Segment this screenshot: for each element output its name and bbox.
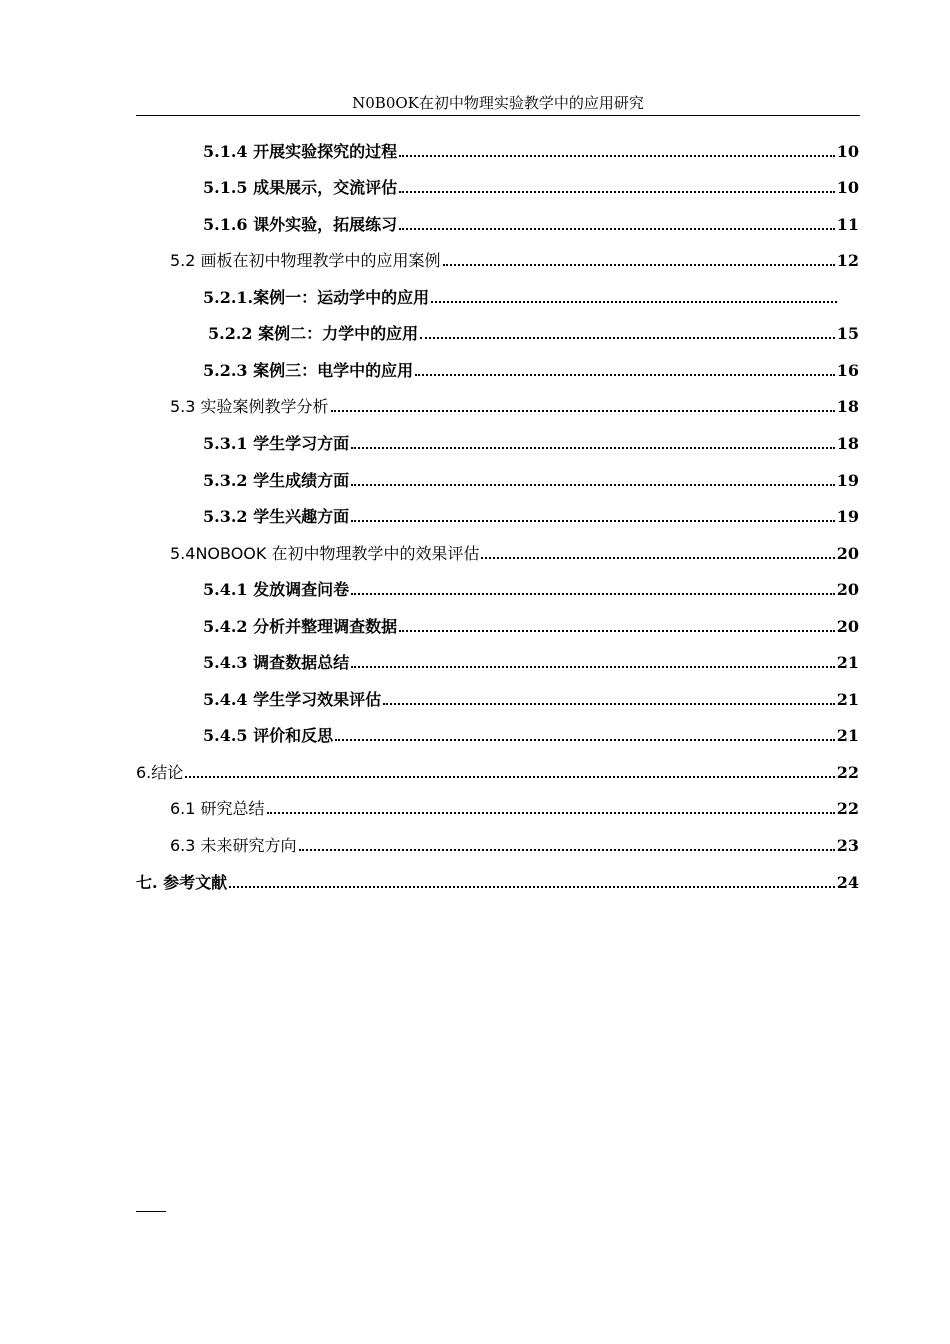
dot-leader — [399, 630, 835, 632]
toc-entry-label: 5.2.3 案例三：电学中的应用 — [203, 361, 414, 380]
toc-entry[interactable] — [208, 320, 859, 344]
toc-entry[interactable] — [203, 503, 859, 527]
toc-entry-label: 5.2.2 案例二：力学中的应用 — [208, 324, 419, 343]
dot-leader — [351, 666, 835, 668]
toc-entry[interactable] — [170, 247, 859, 271]
toc-entry-page: 16 — [836, 361, 859, 380]
toc-entry-label: 5.4.1 发放调查问卷 — [203, 580, 350, 599]
toc-entry-label: 6.3 未来研究方向 — [170, 836, 297, 855]
toc-entry-label: 5.2 画板在初中物理教学中的应用案例 — [170, 251, 441, 270]
toc-entry-label: 5.4.2 分析并整理调查数据 — [203, 617, 398, 636]
dot-leader — [399, 228, 835, 230]
toc-entry[interactable] — [170, 795, 859, 819]
dot-leader — [351, 593, 835, 595]
toc-entry-label: 5.4.4 学生学习效果评估 — [203, 690, 382, 709]
dot-leader — [229, 886, 835, 888]
toc-entry[interactable] — [203, 211, 859, 235]
toc-entry[interactable] — [203, 613, 859, 637]
toc-entry-page: 12 — [836, 251, 859, 270]
dot-leader — [443, 264, 835, 266]
toc-entry-page: 22 — [836, 763, 859, 782]
dot-leader — [420, 337, 835, 339]
toc-entry-page: 11 — [836, 215, 859, 234]
toc-entry-label: 5.1.4 开展实验探究的过程 — [203, 142, 398, 161]
dot-leader — [351, 520, 835, 522]
dot-leader — [331, 410, 835, 412]
toc-entry[interactable] — [170, 393, 859, 417]
dot-leader — [185, 776, 834, 778]
dot-leader — [335, 739, 835, 741]
toc-entry[interactable] — [203, 722, 859, 746]
toc-entry-page: 18 — [836, 434, 859, 453]
toc-entry-label: 七. 参考文献 — [136, 873, 228, 892]
toc-entry-label: 5.3.2 学生成绩方面 — [203, 471, 350, 490]
toc-entry-page: 19 — [836, 507, 859, 526]
toc-entry-page: 21 — [836, 653, 859, 672]
toc-entry[interactable] — [203, 576, 859, 600]
dot-leader — [415, 374, 835, 376]
toc-entry-page: 24 — [836, 873, 859, 892]
dot-leader — [481, 557, 834, 559]
toc-entry-label: 5.2.1.案例一：运动学中的应用 — [203, 288, 430, 307]
dot-leader — [351, 447, 835, 449]
toc-entry-label: 6.结论 — [136, 763, 184, 782]
toc-entry[interactable] — [203, 467, 859, 491]
running-header-title: N0B0OK在初中物理实验教学中的应用研究 — [352, 94, 644, 112]
footer-rule — [136, 1211, 166, 1212]
toc-entry-page: 23 — [836, 836, 859, 855]
toc-entry-label: 5.4.3 调查数据总结 — [203, 653, 350, 672]
toc-entry[interactable] — [203, 430, 859, 454]
dot-leader — [351, 484, 835, 486]
dot-leader — [399, 155, 835, 157]
dot-leader — [299, 849, 835, 851]
dot-leader — [399, 191, 835, 193]
toc-entry-page: 20 — [836, 580, 859, 599]
toc-entry-page: 20 — [836, 544, 859, 563]
toc-entry-page: 15 — [836, 324, 859, 343]
toc-entry-label: 5.4.5 评价和反思 — [203, 726, 334, 745]
toc-entry-label: 5.1.5 成果展示，交流评估 — [203, 178, 398, 197]
toc-entry-page: 21 — [836, 690, 859, 709]
toc-entry[interactable] — [203, 686, 859, 710]
toc-entry[interactable] — [203, 138, 859, 162]
toc-entry-page: 20 — [836, 617, 859, 636]
toc-entry-label: 5.3.2 学生兴趣方面 — [203, 507, 350, 526]
toc-entry-label: 5.3.1 学生学习方面 — [203, 434, 350, 453]
toc-entry[interactable] — [203, 174, 859, 198]
toc-entry-label: 5.4NOBOOK 在初中物理教学中的效果评估 — [170, 544, 480, 563]
toc-entry-page: 10 — [836, 178, 859, 197]
toc-entry-page: 22 — [836, 799, 859, 818]
dot-leader — [383, 703, 835, 705]
toc-entry-label: 5.3 实验案例教学分析 — [170, 397, 329, 416]
toc-entry-page: 10 — [836, 142, 859, 161]
dot-leader — [431, 301, 837, 303]
toc-entry[interactable] — [203, 649, 859, 673]
toc-entry[interactable] — [136, 869, 859, 893]
toc-entry[interactable] — [170, 832, 859, 856]
toc-entry-page: 19 — [836, 471, 859, 490]
toc-entry[interactable] — [203, 284, 859, 308]
dot-leader — [267, 812, 835, 814]
toc-entry[interactable] — [136, 759, 859, 783]
toc-entry[interactable] — [203, 357, 859, 381]
toc-entry-page: 21 — [836, 726, 859, 745]
toc-entry-page: 18 — [836, 397, 859, 416]
toc-entry-label: 6.1 研究总结 — [170, 799, 265, 818]
toc-entry[interactable] — [170, 540, 859, 564]
toc-entry-label: 5.1.6 课外实验，拓展练习 — [203, 215, 398, 234]
